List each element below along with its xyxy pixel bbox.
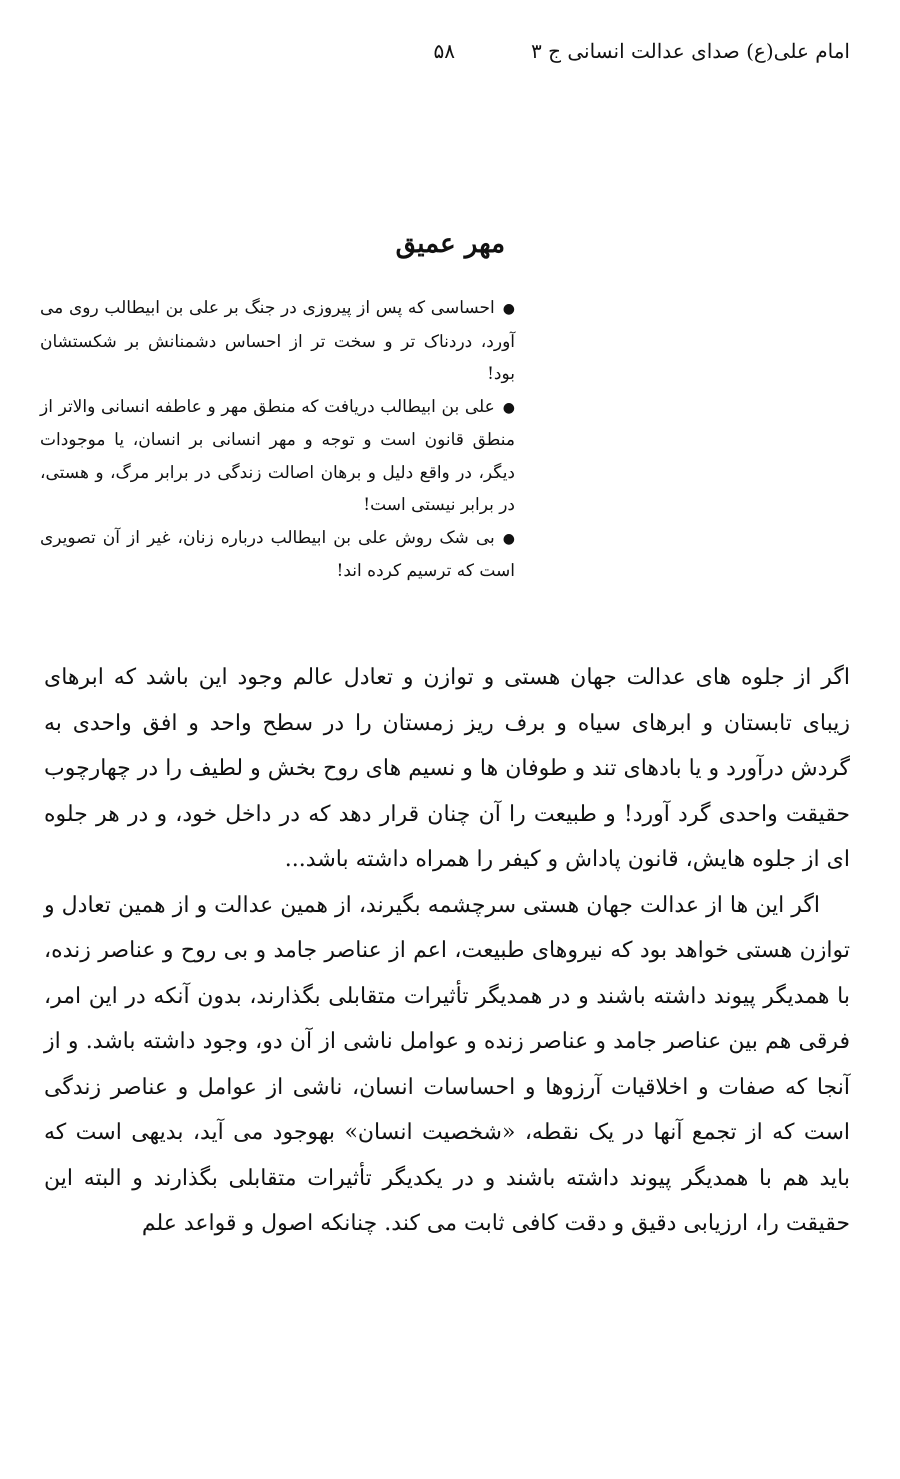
highlight-text: احساسی که پس از پیروزی در جنگ بر علی بن ابیطالب روی می آورد، دردناک تر و سخت تر از احساس دشمنانش بر شکستشان بود! [40, 298, 515, 384]
highlight-text: علی بن ابیطالب دریافت که منطق مهر و عاطفه انسانی والاتر از منطق قانون است و توجه و مهر انسانی بر انسان، یا موجودات دیگر، در واقع دلیل و برهان اصالت زندگی در برابر مرگ، و هستی، در برابر نیستی است! [40, 396, 515, 515]
body-paragraph: اگر این ها از عدالت جهان هستی سرچشمه بگیرند، از همین عدالت و از همین تعادل و توازن هستی خواهد بود که نیروهای طبیعت، اعم از عناصر جامد و بی روح و عناصر زنده، با همدیگر پیوند داشته باشند و در همدیگر تأثیرات متقابلی بگذارند، بدون آنکه در این امر، فرقی هم بین عناصر جامد و عناصر زنده و عوامل ناشی از آن دو، وجود داشته باشد. و از آنجا که صفات و اخلاقیات آرزوها و احساسات انسان، ناشی از عوامل و عناصر زندگی است که از تجمع آنها در یک نقطه، «شخصیت انسان» بهوجود می آید، بدیهی است که باید هم با همدیگر پیوند داشته باشند و در یکدیگر تأثیرات متقابلی بگذارند و البته این حقیقت را، ارزیابی دقیق و دقت کافی ثابت می کند. چنانکه اصول و قواعد علم [44, 892, 850, 1236]
highlight-item [40, 391, 515, 522]
highlight-text: بی شک روش علی بن ابیطالب درباره زنان، غیر از آن تصویری است که ترسیم کرده اند! [40, 527, 515, 581]
body-text [44, 655, 850, 1247]
bullet-icon: ● [502, 530, 515, 547]
highlight-item [40, 292, 515, 391]
running-header [50, 36, 850, 70]
book-title: امام علی(ع) صدای عدالت انسانی ج ۳ [530, 39, 850, 63]
body-paragraph: اگر از جلوه های عدالت جهان هستی و توازن و تعادل عالم وجود این باشد که ابرهای زیبای تابستان و ابرهای سیاه و برف ریز زمستان را در سطح واحد و افق واحدی به گردش درآورد و یا بادهای تند و طوفان ها و نسیم های روح بخش و لطیف را در چهارچوب حقیقت واحدی گرد آورد! و طبیعت را آن چنان قرار دهد که در داخل خود، و در هر جلوه ای از جلوه هایش، قانون پاداش و کیفر را همراه داشته باشد... [44, 665, 850, 872]
bullet-icon: ● [502, 399, 515, 416]
bullet-icon: ● [502, 301, 515, 317]
highlights-list [40, 292, 515, 588]
section-title: مهر عمیق [395, 229, 505, 259]
highlight-item [40, 522, 515, 588]
page-number: ۵۸ [433, 39, 455, 63]
